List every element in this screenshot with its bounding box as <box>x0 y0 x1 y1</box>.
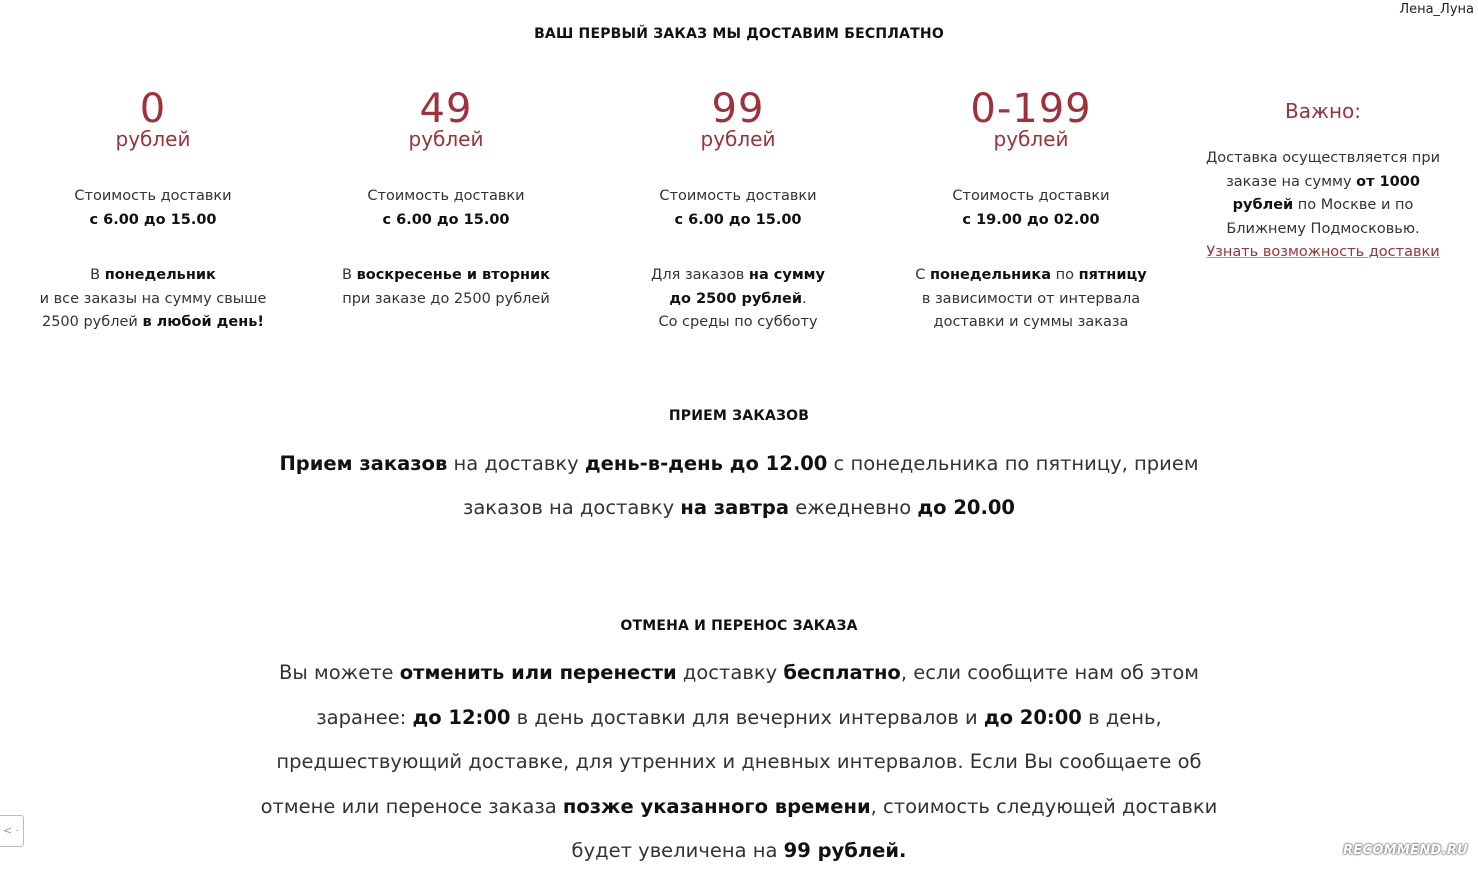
tier-cost-time: с 6.00 до 15.00 <box>382 212 510 228</box>
tier-0-199 <box>885 86 1177 335</box>
tier-unit: рублей <box>115 127 191 151</box>
tier-cost-time: с 6.00 до 15.00 <box>89 212 217 228</box>
tier-cost-label: Стоимость доставки <box>74 188 232 204</box>
tier-cost-label: Стоимость доставки <box>952 188 1110 204</box>
tier-99 <box>592 86 884 335</box>
tier-unit: рублей <box>408 127 484 151</box>
tier-price: 0-199 <box>970 86 1092 132</box>
tier-cost-label: Стоимость доставки <box>367 188 525 204</box>
cancel-section-text: Вы можете отменить или перенести доставку бесплатно, если сообщите нам об этом заранее: до 12:00 в день доставки для вечерних интервалов и до 20:00 в день, предшествующий доставке, для утренних и дневных интервалов. Если Вы сообщаете об отмене или переносе заказа позже указанного времени, стоимость следующей доставки будет увеличена на 99 рублей. <box>260 661 1218 862</box>
page-title: ВАШ ПЕРВЫЙ ЗАКАЗ МЫ ДОСТАВИМ БЕСПЛАТНО <box>534 26 944 42</box>
tier-price: 49 <box>419 86 473 132</box>
orders-section-title: ПРИЕМ ЗАКАЗОВ <box>668 408 810 424</box>
side-collapse-widget[interactable]: < · <box>0 815 24 847</box>
tier-note: Для заказов на сумму до 2500 рублей. Со среды по субботу <box>651 267 825 330</box>
tier-price: 0 <box>139 86 167 132</box>
tier-cost-time: с 19.00 до 02.00 <box>962 212 1100 228</box>
tier-free <box>7 86 299 335</box>
orders-section-text: Прием заказов на доставку день-в-день до 12.00 с понедельника по пятницу, прием заказов на доставку на завтра ежедневно до 20.00 <box>279 452 1199 519</box>
important-block <box>1198 98 1448 265</box>
tier-note: В понедельник и все заказы на сумму свыше 2500 рублей в любой день! <box>39 267 267 330</box>
tier-cost-label: Стоимость доставки <box>659 188 817 204</box>
username-label[interactable]: Лена_Луна <box>1399 2 1474 17</box>
tier-cost-time: с 6.00 до 15.00 <box>674 212 802 228</box>
watermark-logo: RECOMMEND.RU <box>1342 843 1468 858</box>
tier-note: В воскресенье и вторник при заказе до 2500 рублей <box>342 267 550 307</box>
cancel-section-title: ОТМЕНА И ПЕРЕНОС ЗАКАЗА <box>620 618 858 634</box>
tier-unit: рублей <box>700 127 776 151</box>
tier-note: С понедельника по пятницу в зависимости от интервала доставки и суммы заказа <box>915 267 1147 330</box>
tier-unit: рублей <box>993 127 1069 151</box>
important-text: Доставка осуществляется при заказе на сумму от 1000 рублей по Москве и по Ближнему Подмосковью. <box>1205 150 1441 237</box>
tier-49 <box>300 86 592 311</box>
important-title: Важно: <box>1284 99 1362 123</box>
check-delivery-link[interactable]: Узнать возможность доставки <box>1206 244 1440 260</box>
tier-price: 99 <box>711 86 765 132</box>
